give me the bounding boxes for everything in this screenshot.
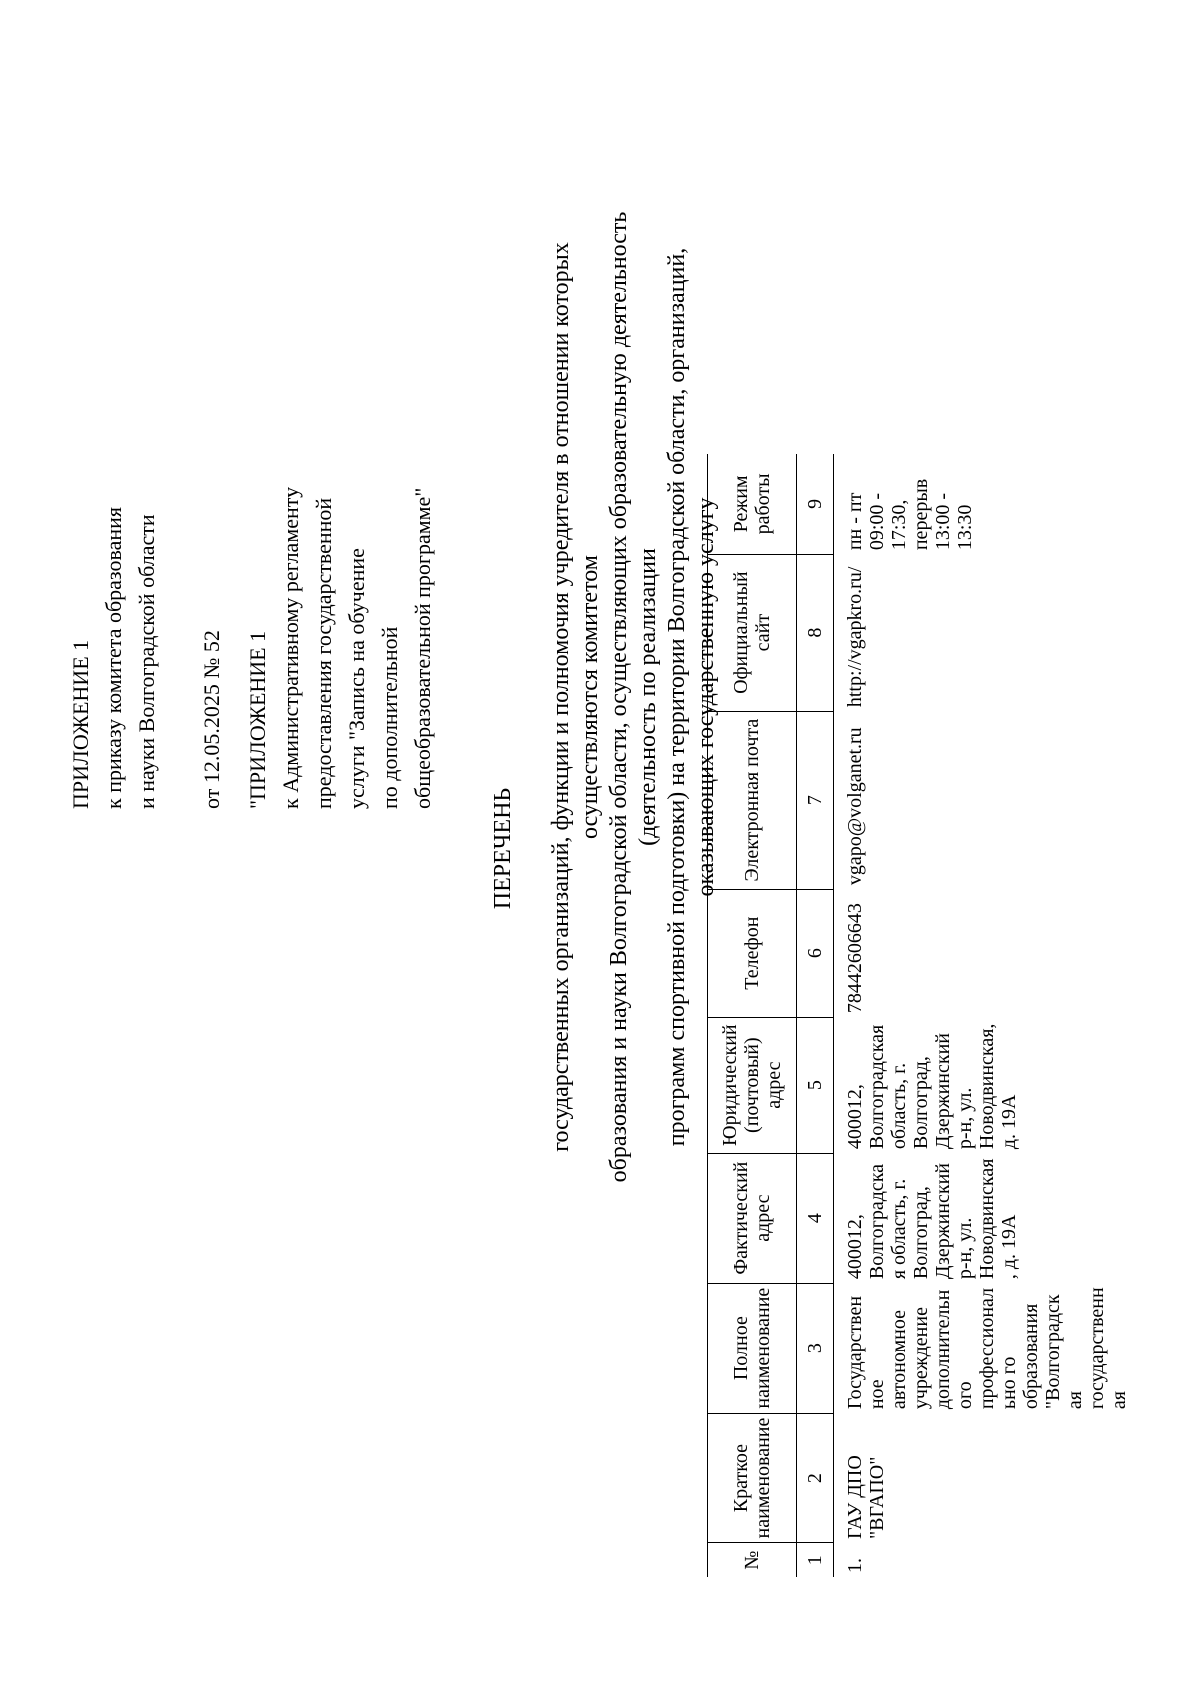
header-cell-schedule: Режим работы xyxy=(708,454,797,554)
organizations-table xyxy=(707,454,1132,1577)
regulation-line-3: услуги "Запись на обучение xyxy=(344,548,369,809)
order-line-1: к приказу комитета образования xyxy=(101,506,126,809)
intro-line: образования и науки Волгоградской области, осуществляющих образовательную деятельность (деятельность по реализации xyxy=(606,211,661,1183)
cell-phone: 78442606643 xyxy=(844,903,866,1014)
column-number: 5 xyxy=(797,1017,834,1153)
column-number: 4 xyxy=(797,1153,834,1283)
regulation-line-5: общеобразовательной программе" xyxy=(410,487,435,809)
column-number: 2 xyxy=(797,1413,834,1543)
column-number: 9 xyxy=(797,454,834,554)
cell-full-name: Государственное автономное учреждение дополнительного профессионально го образования "Волгоградская государственная xyxy=(844,1287,1130,1410)
intro-line: программ спортивной подготовки) на территории Волгоградской области, организаций, xyxy=(664,247,690,1147)
column-number-row xyxy=(797,454,834,1577)
row-number: 1. xyxy=(844,1558,866,1573)
header-cell-email: Электронная почта xyxy=(708,711,797,889)
cell-schedule: пн - пт 09:00 - 17:30, перерыв 13:00 - 13:30 xyxy=(844,478,976,551)
table-row xyxy=(834,454,1133,1577)
cell-website: http://vgapkro.ru/ xyxy=(844,566,866,708)
header-cell-actual-address: Фактический адрес xyxy=(708,1153,797,1283)
header-cell-full-name: Полное наименование xyxy=(708,1283,797,1413)
column-number: 3 xyxy=(797,1283,834,1413)
regulation-annex-label: "ПРИЛОЖЕНИЕ 1 xyxy=(245,630,270,809)
table-header-row xyxy=(708,454,797,1577)
column-number: 8 xyxy=(797,554,834,711)
document-title: ПЕРЕЧЕНЬ xyxy=(490,787,516,910)
regulation-line-2: предоставления государственной xyxy=(311,497,336,809)
order-line-2: и науки Волгоградской области xyxy=(134,514,159,809)
annex-label: ПРИЛОЖЕНИЕ 1 xyxy=(68,639,93,809)
column-number: 7 xyxy=(797,711,834,889)
cell-short-name: ГАУ ДПО "ВГАПО" xyxy=(844,1455,888,1539)
header-cell-website: Официальный сайт xyxy=(708,554,797,711)
intro-paragraph xyxy=(547,197,721,1197)
cell-email: vgapo@volganet.ru xyxy=(844,727,866,886)
regulation-line-1: к Административному регламенту xyxy=(278,486,303,809)
column-number: 1 xyxy=(797,1543,834,1577)
cell-legal-address: 400012, Волгоградская область, г. Волгоград, Дзержинский р-н, ул. Новодвинская, д. 19А xyxy=(844,1023,1020,1150)
header-cell-number: № xyxy=(708,1543,797,1577)
header-cell-phone: Телефон xyxy=(708,889,797,1017)
header-cell-legal-address: Юридический (почтовый) адрес xyxy=(708,1017,797,1153)
column-number: 6 xyxy=(797,889,834,1017)
intro-line: государственных организаций, функции и полномочия учредителя в отношении которых осуществляются комитетом xyxy=(548,242,603,1152)
order-date-number: от 12.05.2025 № 52 xyxy=(199,630,224,809)
intro-line: оказывающих государственную услугу xyxy=(693,497,719,897)
regulation-line-4: по дополнительной xyxy=(377,626,402,809)
header-cell-short-name: Краткое наименование xyxy=(708,1413,797,1543)
cell-actual-address: 400012, Волгоградская область, г. Волгоград, Дзержинский р-н, ул. Новодвинская, д. 19А xyxy=(844,1158,1020,1280)
